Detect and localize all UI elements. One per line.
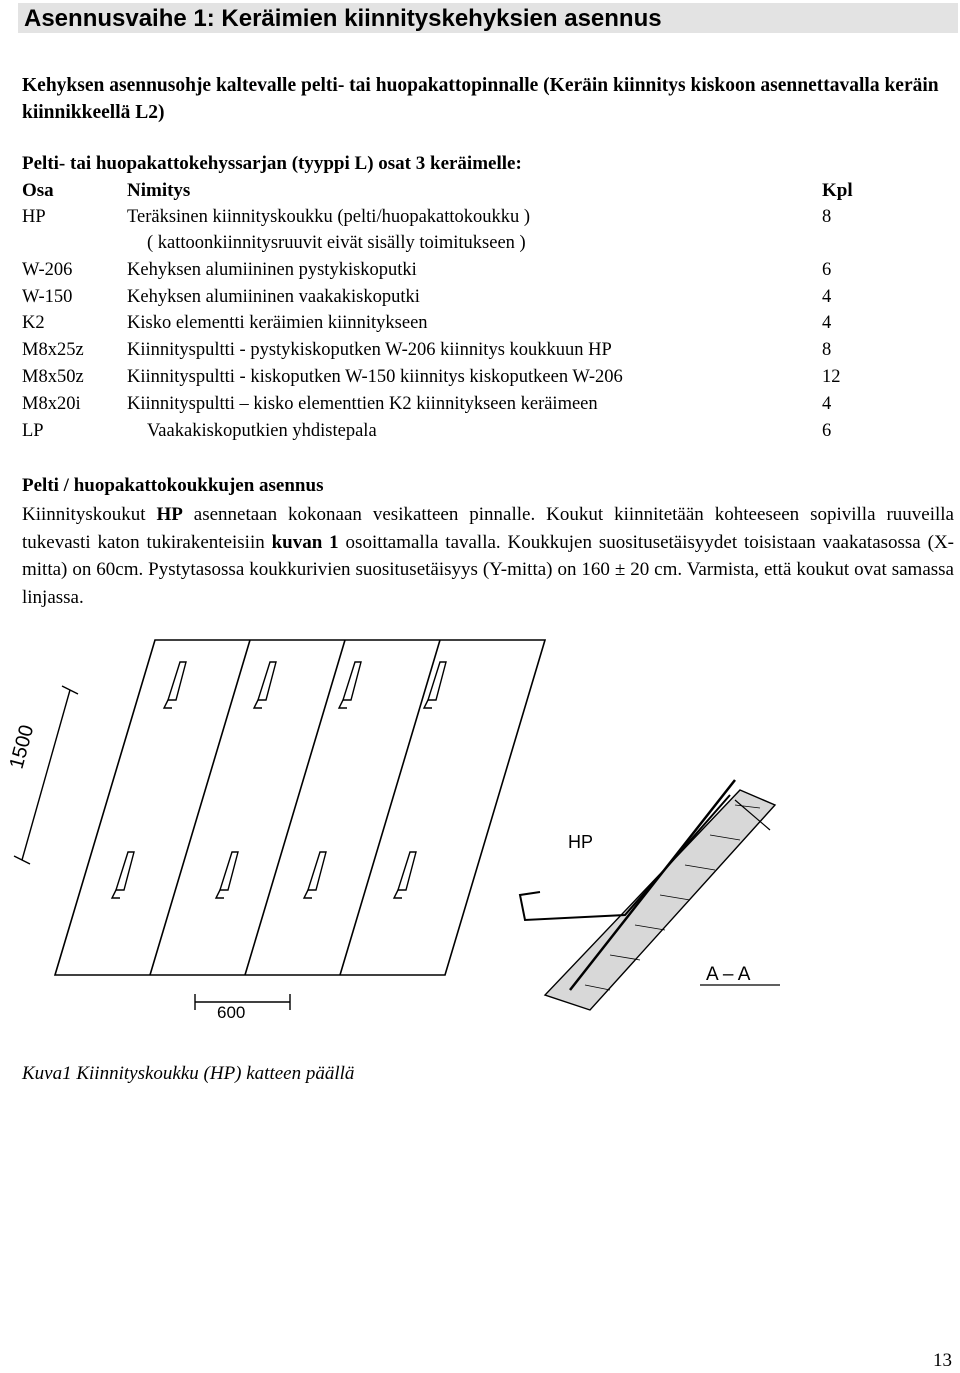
cell-qty: 6 [822,260,832,280]
hook-icon [216,852,238,898]
figure-caption: Kuva1 Kiinnityskoukku (HP) katteen päällä [22,1063,355,1084]
cell-part: W-206 [22,260,73,280]
section-paragraph [22,501,954,611]
panel-seam [245,640,345,975]
hook-icon [112,852,134,898]
dimension-1500: 1500 [5,722,39,772]
cell-part: HP [22,207,46,227]
roof-surface [570,780,735,990]
cell-name: Kiinnityspultti - kiskoputken W-150 kiinnitys kiskoputkeen W-206 [127,367,623,387]
intro-text: Kehyksen asennusohje kaltevalle pelti- tai huopakattopinnalle (Keräin kiinnitys kiskoon asennettavalla keräin kiinnikkeellä L2) [22,75,939,123]
roof-hook-figure [0,630,960,1030]
section-title: Pelti / huopakattokoukkujen asennus [22,475,324,496]
table-row [22,394,942,420]
cell-name: Vaakakiskoputkien yhdistepala [147,421,377,441]
cell-qty: 4 [822,313,832,333]
cell-part: W-150 [22,287,73,307]
panel-seam [150,640,250,975]
title-bar [18,3,958,33]
hook-icon [254,662,276,708]
page-title: Asennusvaihe 1: Keräimien kiinnityskehyksien asennus [24,5,662,32]
hook-icon [164,662,186,708]
label-hp: HP [568,832,594,852]
cell-name: Kiinnityspultti - pystykiskoputken W-206 kiinnitys koukkuun HP [127,340,612,360]
cell-part: M8x50z [22,367,84,387]
cell-part: M8x20i [22,394,81,414]
table-row [22,260,942,286]
cell-qty: 8 [822,340,832,360]
cell-qty: 12 [822,367,841,387]
cell-name: Kisko elementti keräimien kiinnitykseen [127,313,428,333]
para-text-1: Kiinnityskoukut [22,504,157,525]
header-name: Nimitys [127,180,191,201]
table-row [22,367,942,393]
cell-part: M8x25z [22,340,84,360]
roof-panels [55,640,545,975]
cell-name: Kiinnityspultti – kisko elementtien K2 kiinnitykseen keräimeen [127,394,598,414]
cell-name: ( kattoonkiinnitysruuvit eivät sisälly toimitukseen ) [147,233,526,253]
vertical-dimension [14,686,78,864]
cell-qty: 8 [822,207,832,227]
para-bold-hp: HP [156,504,183,525]
table-row [22,287,942,313]
roof-outline [55,640,545,975]
hook-icon [304,852,326,898]
cell-name: Teräksinen kiinnityskoukku (pelti/huopakattokoukku ) [127,207,531,227]
para-text-3: osoittamalla tavalla. Koukkujen suositusetäisyydet toisistaan vaakatasossa (X-mitta) on 60cm. Pystytasossa koukkurivien suositusetäisyys (Y-mitta) on 160 ± 20 cm. Varmista, että koukut ovat samassa linjassa. [22,531,954,608]
cell-part: K2 [22,313,45,333]
header-qty: Kpl [822,180,853,201]
table-row [22,313,942,339]
cell-name: Kehyksen alumiininen vaakakiskoputki [127,287,420,307]
roof-hook-drawing [0,630,960,1030]
panel-seam [340,640,440,975]
dimension-600: 600 [217,1003,246,1022]
hook-icon [339,662,361,708]
table-row [22,233,942,259]
hook-icon [394,852,416,898]
label-section-a-a: A – A [706,964,751,985]
table-row [22,207,942,233]
cell-qty: 6 [822,421,832,441]
table-row [22,421,942,447]
section-detail [520,780,780,1010]
cell-qty: 4 [822,394,832,414]
header-part: Osa [22,180,54,201]
table-header [22,180,942,206]
hooks-top-row [164,662,446,708]
table-row [22,340,942,366]
cell-name: Kehyksen alumiininen pystykiskoputki [127,260,417,280]
cell-part: LP [22,421,44,441]
para-bold-figure-ref: kuvan 1 [271,531,339,553]
cell-qty: 4 [822,287,832,307]
parts-heading: Pelti- tai huopakattokehyssarjan (tyyppi L) osat 3 keräimelle: [22,153,522,174]
page-number: 13 [933,1350,952,1371]
para-text-2: asennetaan kokonaan vesikatteen pinnalle. Koukut kiinnitetään kohteeseen sopivilla ruuveilla tukevasti katon tukirakenteisiin [22,504,954,553]
